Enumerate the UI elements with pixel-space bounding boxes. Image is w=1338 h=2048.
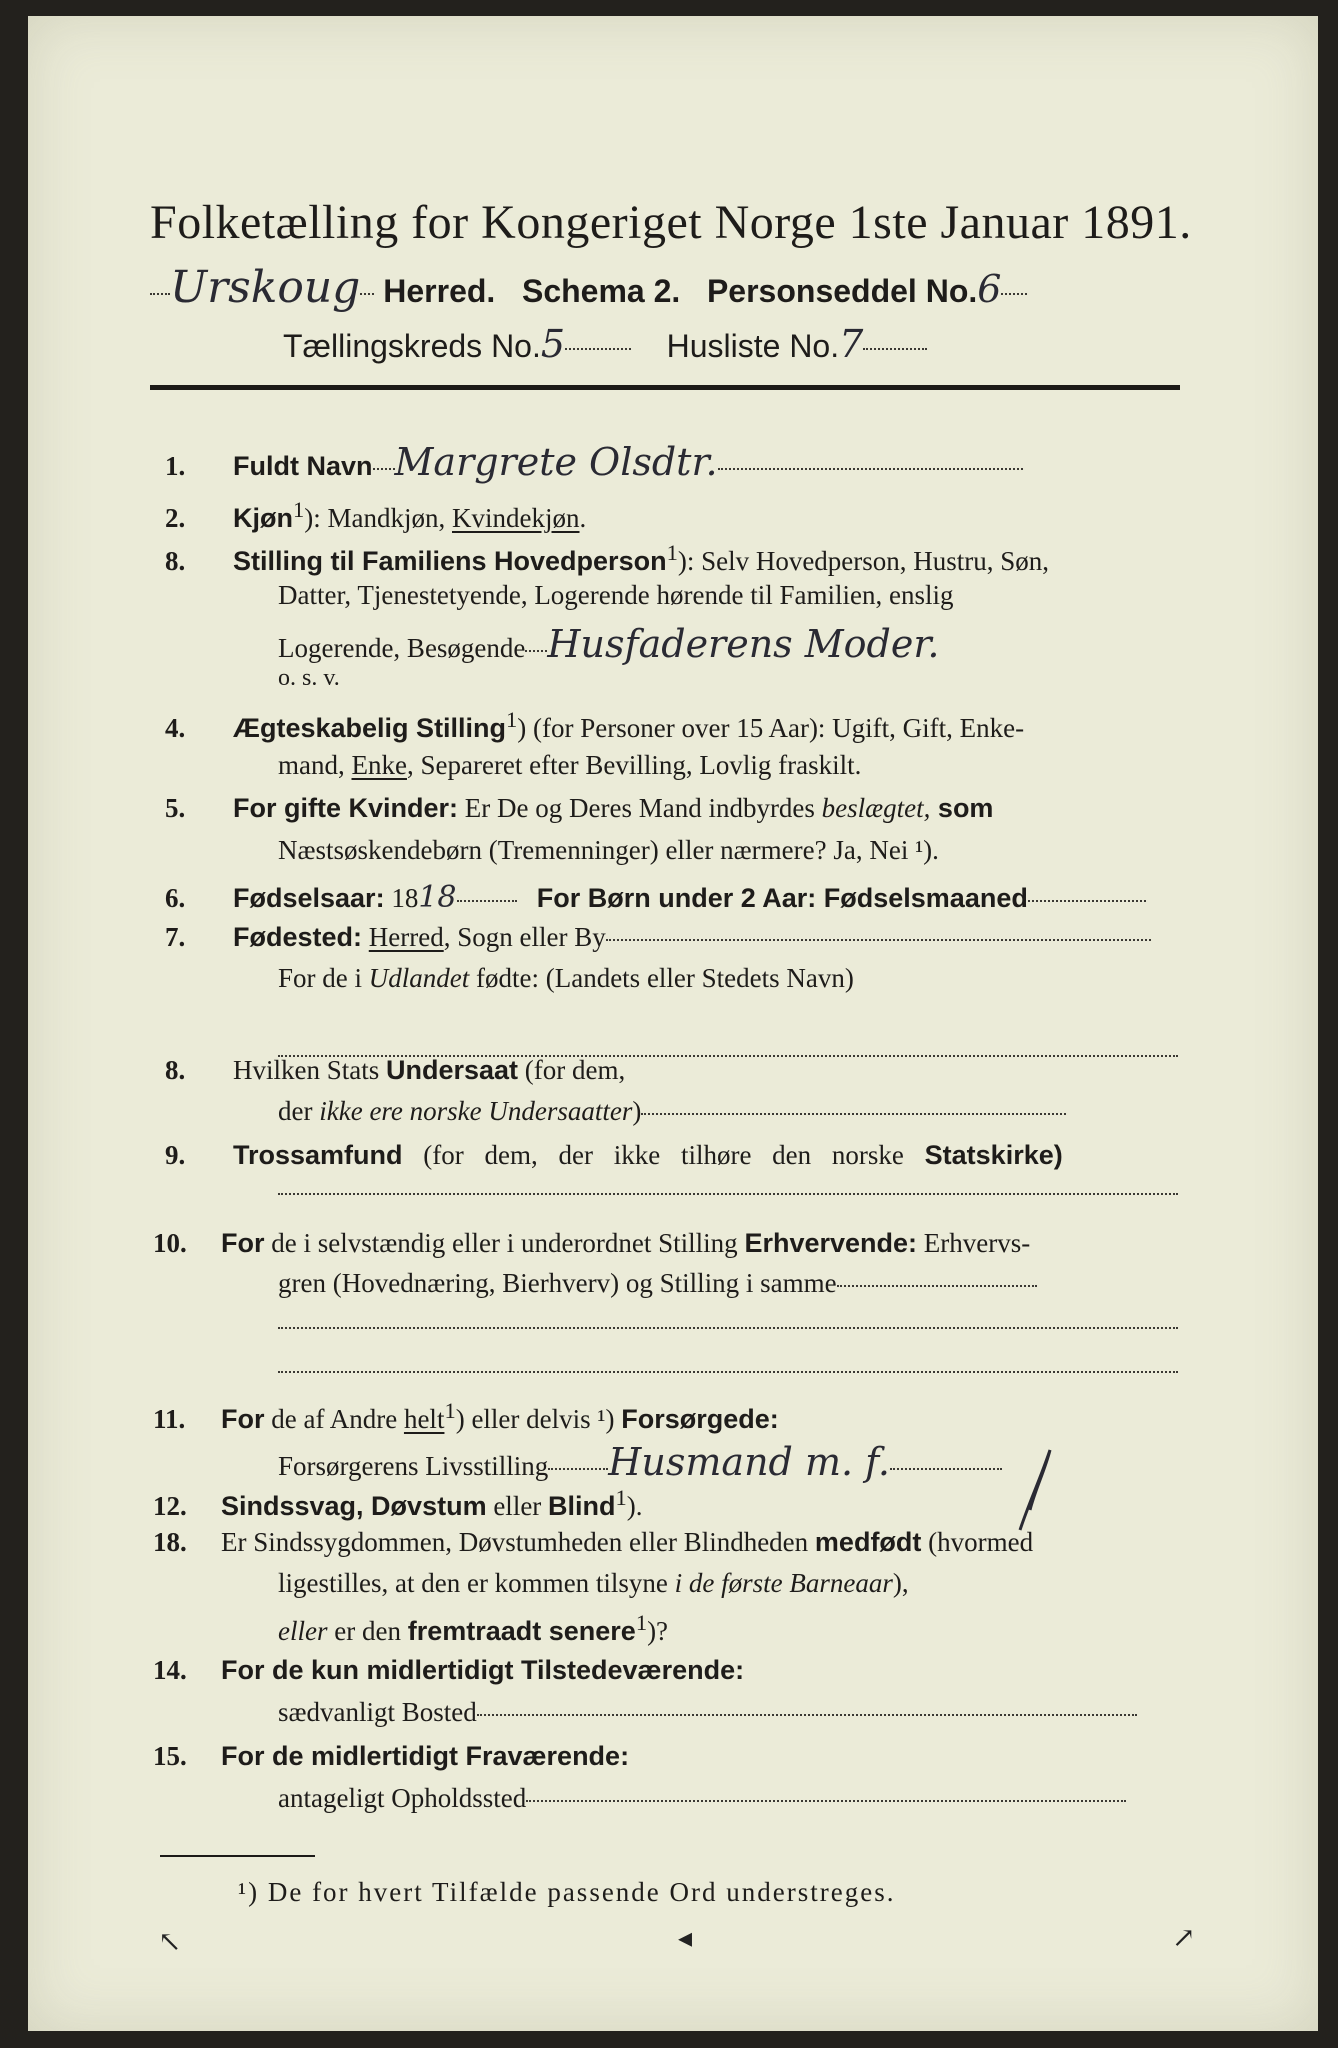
q9-label: Trossamfund (233, 1140, 403, 1170)
q2-period: . (579, 503, 587, 533)
q11-for: For (221, 1404, 265, 1434)
q12-tail: ). (626, 1491, 643, 1521)
q2-number: 2. (165, 503, 186, 533)
q3-footnote-ref: 1 (666, 540, 678, 565)
q4-number: 4. (165, 713, 186, 743)
q5-line2: Næstsøskendebørn (Tremenninger) eller nærmere? Ja, Nei ¹). (278, 835, 939, 865)
q13-text2a: ligestilles, at den er kommen tilsyne (278, 1568, 675, 1598)
q14-line2 (278, 1697, 1137, 1728)
q10-for: For (221, 1228, 265, 1258)
q6-number: 6. (165, 883, 186, 913)
q3-line1 (165, 540, 1049, 577)
q13-bold2: fremtraadt senere (407, 1616, 636, 1646)
q15-label: For de midlertidigt Fraværende: (221, 1741, 630, 1771)
q8-number: 8. (165, 1055, 186, 1085)
q13-line1 (150, 1527, 1033, 1558)
q8-text2b: ) (632, 1096, 642, 1126)
q4-label: Ægteskabelig Stilling (233, 713, 507, 743)
q7-text1: , Sogn eller By (443, 922, 606, 952)
q13-bold: medfødt (814, 1527, 922, 1557)
q12-number: 12. (153, 1491, 187, 1521)
q12-label: Sindssvag, Døvstum (221, 1491, 487, 1521)
q7-number: 7. (165, 922, 186, 952)
q4-text2a: mand, (278, 750, 352, 780)
q4-text2c: , Separeret efter Bevilling, Lovlig fraskilt. (406, 750, 862, 780)
q13-text1a: Er Sindssygdommen, Døvstumheden eller Blindheden (221, 1527, 815, 1557)
husliste-value: 7 (839, 322, 864, 366)
q2-text: ): Mandkjøn, (304, 503, 452, 533)
q13-text3a: er den (327, 1616, 408, 1646)
q4-selected: Enke (351, 750, 407, 780)
q8-line2 (278, 1096, 1066, 1127)
q12-footnote-ref: 1 (615, 1485, 627, 1510)
q11-number: 11. (153, 1404, 186, 1434)
q10-end: Erhvervs- (917, 1228, 1031, 1258)
corner-mark-center: ◂ (678, 1923, 693, 1954)
q1-label: Fuldt Navn (233, 451, 373, 481)
q13-italic: i de første Barneaar (674, 1568, 893, 1598)
q11-text1: de af Andre (264, 1404, 404, 1434)
q10-text1: de i selvstændig eller i underordnet Stilling (264, 1228, 745, 1258)
q13-footnote-ref: 1 (635, 1610, 648, 1635)
q8-text1c: (for dem, (518, 1055, 626, 1085)
q10-bold: Erhvervende: (744, 1228, 918, 1258)
q5-italic: beslægtet, (821, 793, 931, 823)
q2-row (165, 497, 586, 534)
q6-value: 18 (418, 880, 457, 915)
q11-line1 (150, 1398, 779, 1435)
q6-rest: For Børn under 2 Aar: Fødselsmaaned (536, 883, 1028, 913)
q14-number: 14. (153, 1655, 187, 1685)
herred-line (150, 262, 1027, 313)
footnote-rule (160, 1855, 315, 1857)
q4-line1 (165, 707, 1024, 744)
q13-line2 (278, 1568, 909, 1599)
q7-line2 (278, 963, 854, 994)
herred-value: Urskoug (170, 262, 361, 313)
q11-selected: helt (403, 1404, 445, 1434)
q13-eller: eller (278, 1616, 328, 1646)
q13-text3c: )? (647, 1616, 669, 1646)
footnote: ¹) De for hvert Tilfælde passende Ord understreges. (238, 1877, 896, 1907)
q2-selected: Kvindekjøn (452, 503, 580, 533)
q9-text: (for dem, der ikke tilhøre den norske (402, 1140, 925, 1170)
q3-number: 8. (165, 546, 186, 576)
q8-bold: Undersaat (386, 1055, 519, 1085)
q11-text1c: ) eller delvis ¹) (455, 1404, 622, 1434)
q15-line2 (278, 1783, 1126, 1814)
q10-line2 (278, 1268, 1037, 1299)
q3-line2: Datter, Tjenestetyende, Logerende hørende til Familien, enslig (278, 580, 954, 610)
q3-label: Stilling til Familiens Hovedperson (233, 546, 667, 576)
kreds-value: 5 (540, 322, 566, 366)
schema-label: Schema 2. (521, 273, 681, 309)
q7-label: Fødested: (233, 922, 363, 952)
q9-end: Statskirke) (924, 1140, 1063, 1170)
q1-number: 1. (165, 451, 186, 481)
q8-line1 (165, 1055, 625, 1086)
q8-italic: ikke ere norske Undersaatter (319, 1096, 633, 1126)
q6-prefix: 18 (391, 883, 419, 913)
q6-row (165, 880, 1146, 915)
q5-text1: Er De og Deres Mand indbyrdes (458, 793, 822, 823)
q9-row (165, 1140, 1063, 1171)
corner-mark-right: ↗ (1172, 1923, 1196, 1954)
kreds-label: Tællingskreds No. (283, 328, 541, 364)
husliste-label: Husliste No. (666, 328, 840, 364)
q10-number: 10. (153, 1228, 187, 1258)
q13-text2b: ), (892, 1568, 909, 1598)
q8-text2a: der (278, 1096, 320, 1126)
q14-label: For de kun midlertidigt Tilstedeværende: (221, 1655, 745, 1685)
q12-row (150, 1485, 643, 1522)
q3-line4: o. s. v. (278, 665, 340, 691)
q13-line3 (278, 1610, 668, 1647)
q14-line1 (150, 1655, 744, 1686)
q2-label: Kjøn (233, 503, 293, 533)
q10-answer-line-1 (278, 1326, 1178, 1329)
corner-mark-left: ↖ (158, 1927, 182, 1958)
q4-text1: ) (for Personer over 15 Aar): Ugift, Gift, Enke- (517, 713, 1025, 743)
q5-number: 5. (165, 793, 186, 823)
q11-text2: Forsørgerens Livsstilling (278, 1451, 549, 1481)
q7-text2a: For de i (278, 963, 369, 993)
q11-line2 (278, 1440, 1002, 1484)
q5-label: For gifte Kvinder: (233, 793, 459, 823)
q7-text2b: fødte: (Landets eller Stedets Navn) (469, 963, 854, 993)
q12-end: Blind (548, 1491, 616, 1521)
q1-value: Margrete Olsdtr. (394, 440, 718, 484)
q13-text1c: (hvormed (921, 1527, 1034, 1557)
q4-line2 (278, 750, 861, 781)
q13-number: 18. (153, 1527, 187, 1557)
q5-line1 (165, 793, 993, 824)
q3-value: Husfaderens Moder. (547, 622, 940, 666)
q5-end: som (930, 793, 994, 823)
q6-label: Fødselsaar: (233, 883, 385, 913)
form-title: Folketælling for Kongeriget Norge 1ste Januar 1891. (150, 196, 1192, 249)
q3-text3: Logerende, Besøgende (278, 633, 526, 663)
q15-number: 15. (153, 1741, 187, 1771)
q15-line1 (150, 1741, 629, 1772)
q9-answer-line (278, 1192, 1178, 1195)
personseddel-value: 6 (977, 267, 1002, 311)
q15-text2: antageligt Opholdssted (278, 1783, 527, 1813)
q7-line1 (165, 922, 1151, 953)
q14-text2: sædvanligt Bosted (278, 1697, 477, 1727)
handwritten-mark (990, 1440, 1070, 1540)
q11-footnote-ref: 1 (444, 1398, 456, 1423)
q10-answer-line-2 (278, 1370, 1178, 1373)
q11-bold: Forsørgede: (621, 1404, 779, 1434)
herred-label: Herred. (383, 273, 496, 309)
kreds-line (283, 322, 927, 366)
q10-line1 (150, 1228, 1030, 1259)
header-rule (150, 385, 1180, 390)
q11-value: Husmand m. f. (608, 1440, 890, 1484)
q2-footnote-ref: 1 (293, 497, 305, 522)
q8-text1a: Hvilken Stats (233, 1055, 386, 1085)
q9-number: 9. (165, 1140, 186, 1170)
q7-italic: Udlandet (368, 963, 470, 993)
q4-footnote-ref: 1 (506, 707, 518, 732)
q1-row (165, 440, 1023, 484)
q12-mid: eller (486, 1491, 549, 1521)
q3-line3 (278, 622, 939, 666)
q3-text1: ): Selv Hovedperson, Hustru, Søn, (677, 546, 1050, 576)
q10-text2: gren (Hovednæring, Bierhverv) og Stilling i samme (278, 1268, 837, 1298)
q7-selected: Herred (368, 922, 444, 952)
personseddel-label: Personseddel No. (706, 273, 978, 309)
